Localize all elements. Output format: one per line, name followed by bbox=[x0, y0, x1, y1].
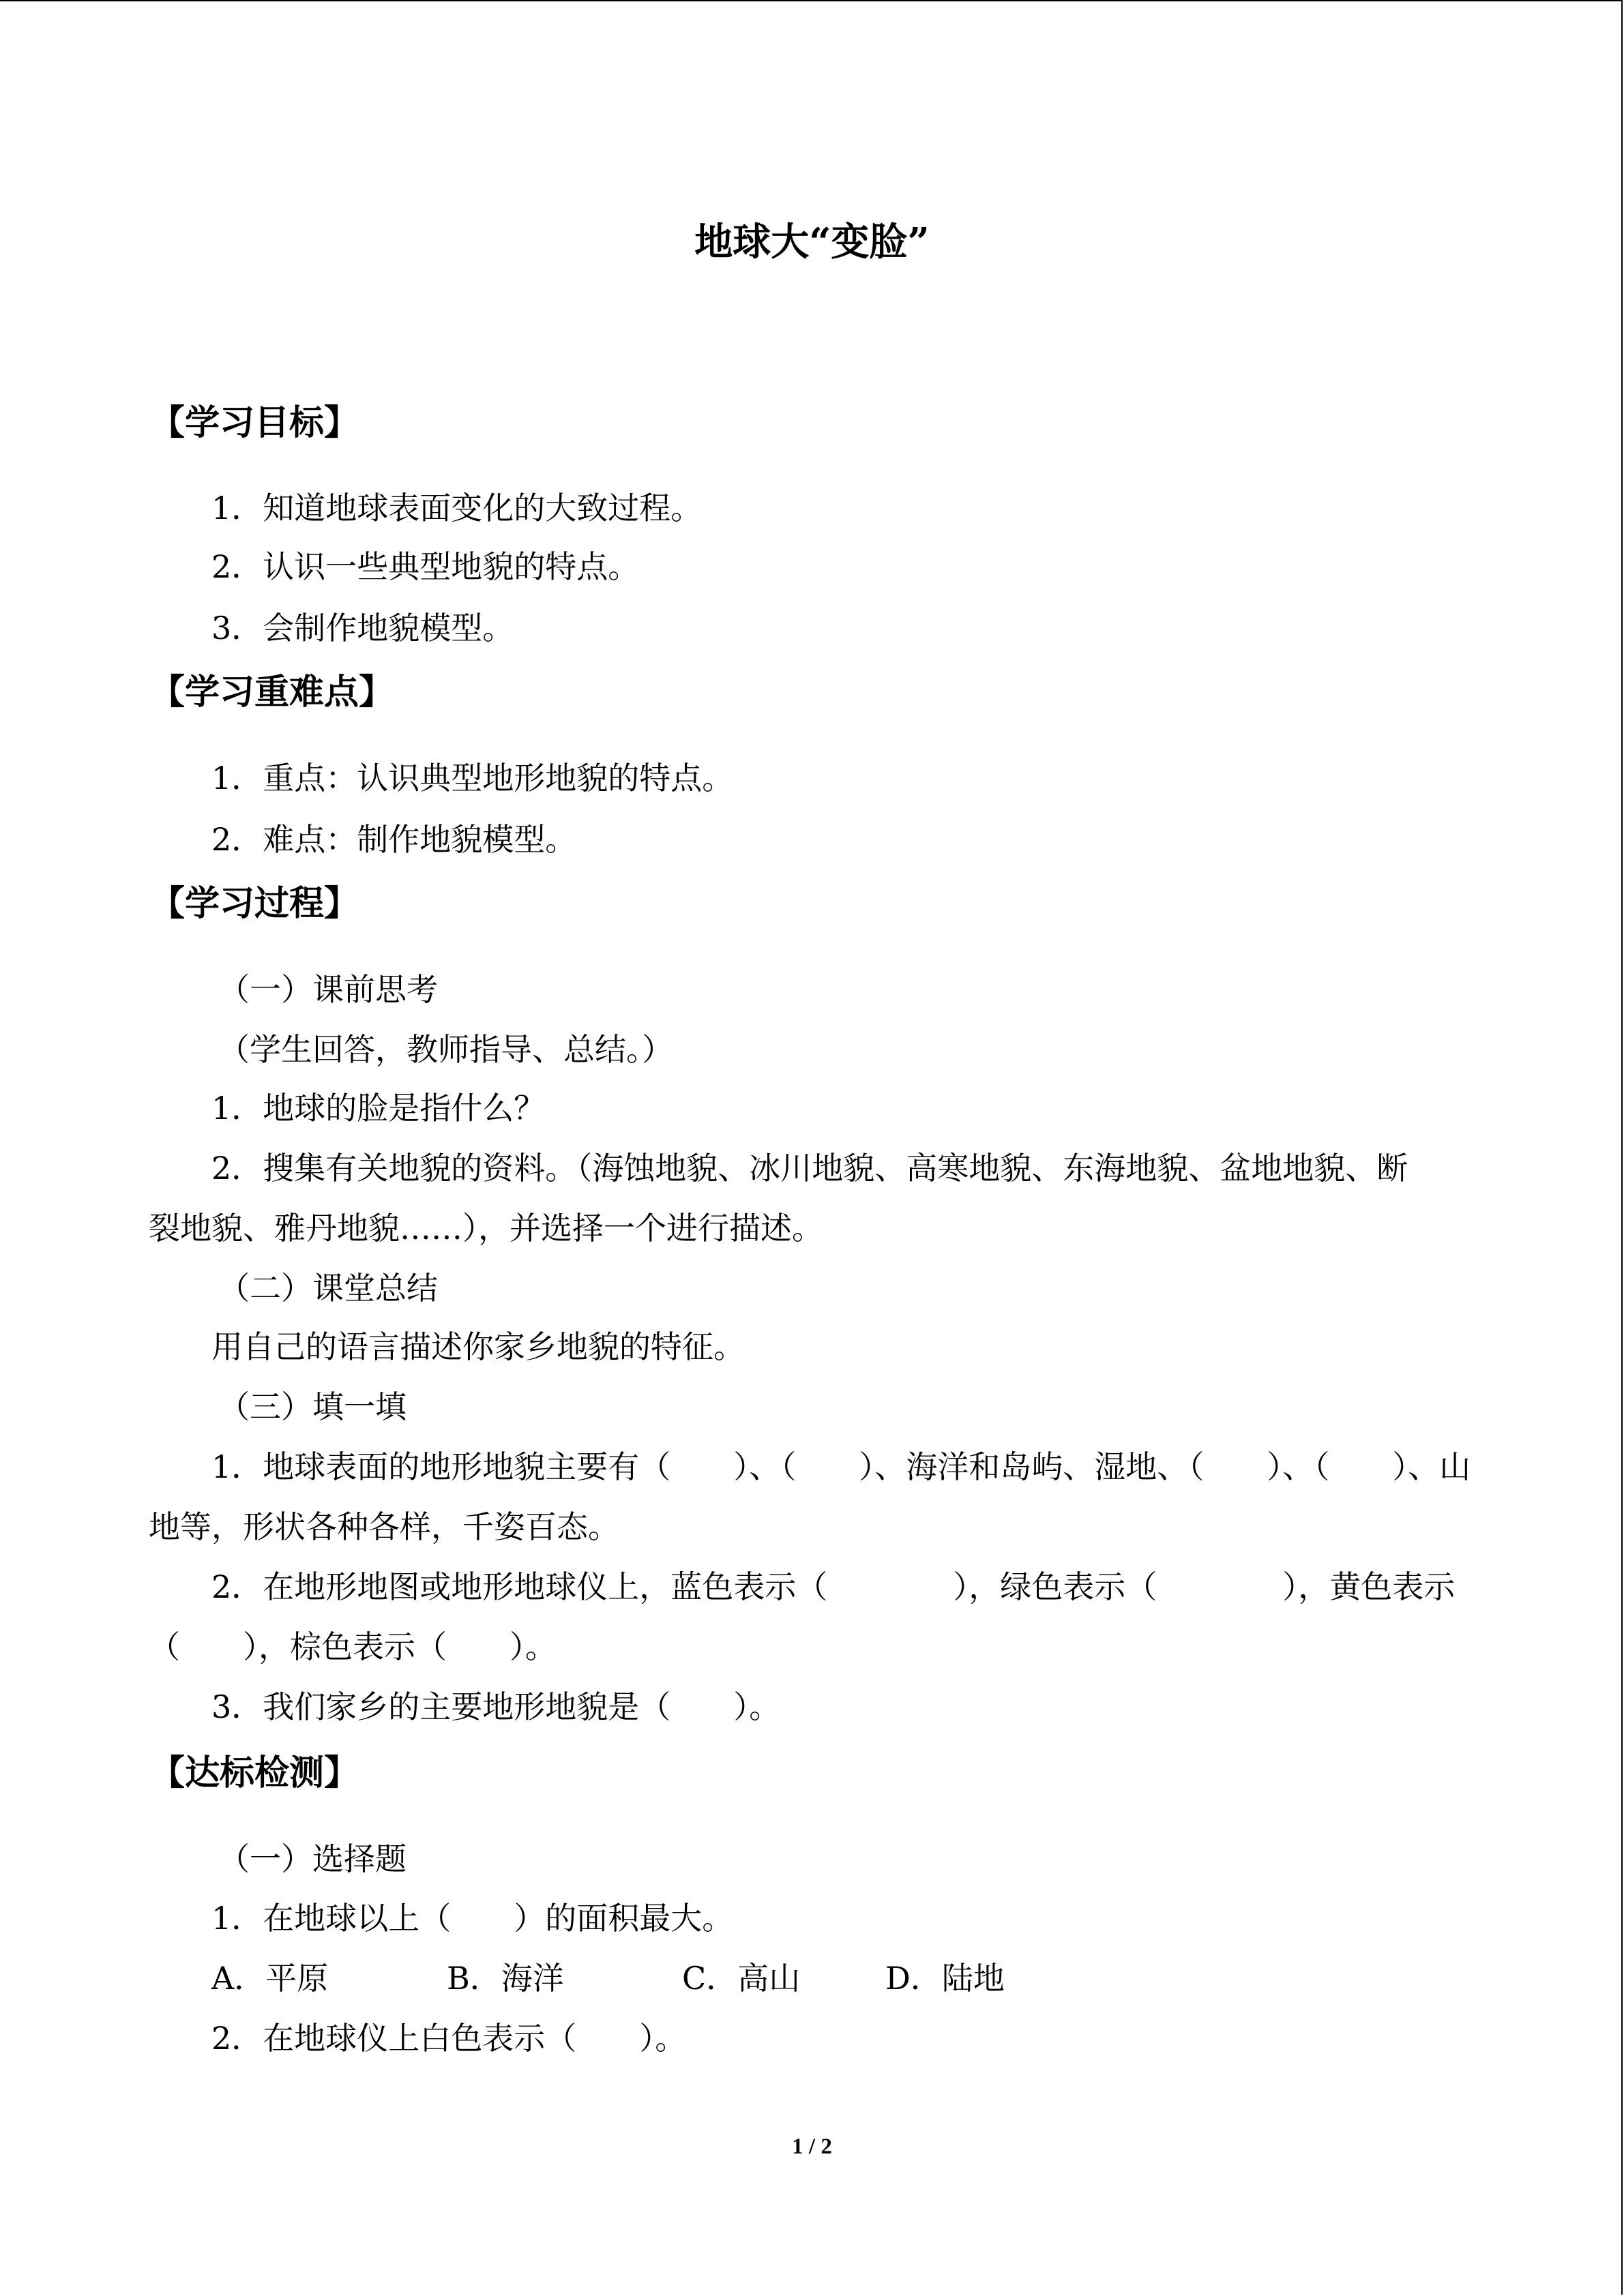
section-heading-key-points: 【学习重难点】 bbox=[150, 672, 394, 713]
question-continuation: 裂地貌、雅丹地貌……），并选择一个进行描述。 bbox=[149, 1210, 823, 1247]
choice-option-c: C．高山 bbox=[682, 1960, 801, 1997]
key-point-item: 1．重点：认识典型地形地貌的特点。 bbox=[211, 760, 734, 796]
document-title: 地球大“变脸” bbox=[694, 220, 930, 265]
choice-question: 1．在地球以上（ ）的面积最大。 bbox=[211, 1900, 734, 1937]
part-title: （一）课前思考 bbox=[218, 971, 438, 1008]
section-heading-test: 【达标检测】 bbox=[150, 1753, 359, 1793]
part-title: （三）填一填 bbox=[218, 1388, 407, 1425]
part-title: （一）选择题 bbox=[218, 1840, 407, 1877]
fill-question: 3．我们家乡的主要地形地貌是（ ）。 bbox=[211, 1688, 781, 1725]
fill-question: 1．地球表面的地形地貌主要有（ ）、（ ）、海洋和岛屿、湿地、（ ）、（ ）、山 bbox=[211, 1448, 1471, 1485]
fill-question-continuation: （ ），棕色表示（ ）。 bbox=[149, 1628, 557, 1665]
section-heading-process: 【学习过程】 bbox=[150, 883, 359, 924]
choice-option-a: A．平原 bbox=[211, 1960, 329, 1997]
summary-text: 用自己的语言描述你家乡地貌的特征。 bbox=[211, 1328, 745, 1365]
choice-option-d: D．陆地 bbox=[885, 1960, 1005, 1997]
fill-question-continuation: 地等，形状各种各样，千姿百态。 bbox=[149, 1508, 619, 1545]
goal-item: 3．会制作地貌模型。 bbox=[211, 610, 514, 646]
fill-question: 2．在地形地图或地形地球仪上，蓝色表示（ ），绿色表示（ ），黄色表示 bbox=[211, 1568, 1456, 1605]
goal-item: 1．知道地球表面变化的大致过程。 bbox=[211, 490, 703, 526]
section-heading-goals: 【学习目标】 bbox=[150, 402, 359, 443]
choice-option-b: B．海洋 bbox=[447, 1960, 564, 1997]
question: 2．搜集有关地貌的资料。（海蚀地貌、冰川地貌、高寒地貌、东海地貌、盆地地貌、断 bbox=[211, 1150, 1408, 1187]
part-title: （二）课堂总结 bbox=[218, 1270, 438, 1307]
page-number: 1 / 2 bbox=[792, 2134, 832, 2159]
goal-item: 2．认识一些典型地貌的特点。 bbox=[211, 548, 640, 585]
key-point-item: 2．难点：制作地貌模型。 bbox=[211, 821, 577, 858]
question: 1．地球的脸是指什么？ bbox=[211, 1090, 546, 1127]
part-note: （学生回答，教师指导、总结。） bbox=[218, 1031, 673, 1068]
choice-question: 2．在地球仪上白色表示（ ）。 bbox=[211, 2020, 687, 2057]
